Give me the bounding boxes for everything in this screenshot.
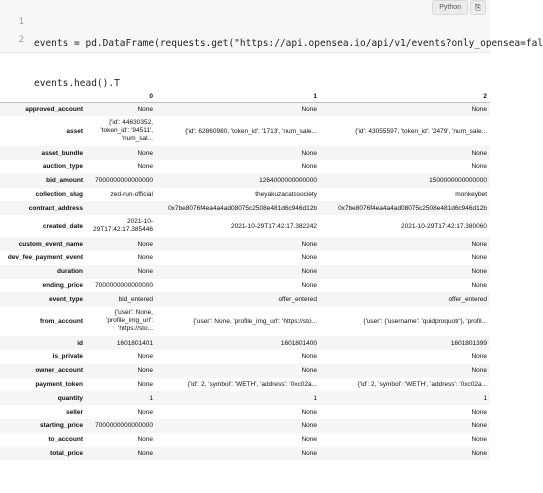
table-cell: None	[301, 268, 317, 276]
dataframe-table	[0, 90, 490, 460]
code-line[interactable]: events.head().T	[34, 78, 120, 89]
row-label: id	[77, 339, 83, 347]
table-cell: {'id': 2, 'symbol': 'WETH', 'address': '0xc02a...	[357, 381, 487, 389]
table-row	[0, 306, 490, 336]
table-row	[0, 188, 490, 202]
table-cell: None	[301, 450, 317, 458]
table-row	[0, 160, 490, 174]
row-label: owner_account	[35, 367, 83, 375]
table-cell: {'id': 2, 'symbol': 'WETH', 'address': '0xc02a...	[187, 381, 317, 389]
table-cell: None	[471, 408, 487, 416]
table-row	[0, 433, 490, 447]
table-row	[0, 174, 490, 188]
row-label: collection_slug	[35, 191, 83, 199]
table-cell: {'id': 43055597, 'token_id': '2479', 'num_sale...	[355, 127, 487, 135]
table-cell: {'id': 62860980, 'token_id': '1713', 'num_sale...	[185, 127, 317, 135]
table-cell: None	[471, 353, 487, 361]
table-cell: None	[301, 353, 317, 361]
table-cell: None	[471, 254, 487, 262]
row-label: quantity	[57, 394, 83, 402]
row-label: seller	[66, 408, 83, 416]
table-row	[0, 336, 490, 350]
table-row	[0, 103, 490, 117]
output-area	[0, 90, 490, 460]
table-cell: None	[137, 450, 153, 458]
table-row	[0, 146, 490, 160]
row-label: approved_account	[25, 106, 83, 114]
table-cell: 7000000000000000	[95, 422, 153, 430]
row-label: dev_fee_payment_event	[7, 254, 83, 262]
table-cell: None	[471, 450, 487, 458]
table-cell: None	[301, 254, 317, 262]
table-cell: None	[301, 240, 317, 248]
table-cell: None	[301, 367, 317, 375]
table-cell: None	[301, 408, 317, 416]
table-row	[0, 215, 490, 237]
table-cell: None	[301, 106, 317, 114]
table-cell: None	[471, 163, 487, 171]
line-number-gutter	[0, 13, 24, 49]
table-cell: 2021-10-29T17:42:17.380060	[400, 222, 487, 230]
row-label: bid_amount	[46, 177, 83, 185]
row-label: contract_address	[28, 204, 83, 212]
table-cell: None	[301, 422, 317, 430]
table-row	[0, 419, 490, 433]
copy-icon[interactable]: ⎘	[470, 0, 486, 15]
table-cell: monkeybet	[455, 191, 487, 199]
row-label: asset	[66, 127, 83, 135]
table-row	[0, 405, 490, 419]
language-badge: Python	[432, 0, 468, 15]
table-row	[0, 350, 490, 364]
table-row	[0, 251, 490, 265]
table-cell: 2021-10-29T17:42:17.382242	[230, 222, 317, 230]
table-cell: 1601801401	[116, 339, 153, 347]
table-cell: None	[137, 381, 153, 389]
row-label: duration	[57, 268, 83, 276]
table-cell: 1601801400	[280, 339, 317, 347]
table-cell: None	[137, 149, 153, 157]
table-cell: {'user': {'username': 'quidproquotr'}, 'profil...	[363, 317, 487, 325]
table-cell: 1264000000000000	[259, 177, 317, 185]
line-number: 2	[18, 35, 24, 45]
table-cell: None	[471, 268, 487, 276]
table-row	[0, 116, 490, 146]
table-cell: None	[471, 367, 487, 375]
table-row	[0, 292, 490, 306]
header-row	[0, 90, 490, 103]
table-cell: 7000000000000000	[95, 177, 153, 185]
table-cell: {'user': None, 'profile_img_url': 'https://sto...	[106, 309, 153, 333]
column-header: 2	[320, 90, 490, 103]
table-cell: None	[137, 353, 153, 361]
table-cell: None	[137, 408, 153, 416]
table-cell: None	[137, 106, 153, 114]
row-label: custom_event_name	[18, 240, 83, 248]
table-cell: 0x7be8076f4ea4a4ad08075c2508e481d6c946d12b	[338, 204, 487, 212]
table-row	[0, 201, 490, 215]
table-cell: {'id': 44630352, 'token_id': '94511', 'num_sal...	[100, 119, 153, 143]
table-cell: offer_entered	[278, 295, 317, 303]
table-cell: None	[301, 282, 317, 290]
table-cell: 1	[149, 394, 153, 402]
table-row	[0, 279, 490, 293]
code-cell[interactable]	[0, 0, 543, 89]
row-label: created_date	[42, 222, 83, 230]
line-number: 1	[18, 17, 24, 27]
table-cell: zed-run-official	[110, 191, 153, 199]
table-cell: None	[301, 163, 317, 171]
table-cell: None	[137, 367, 153, 375]
table-cell: 1601801399	[450, 339, 487, 347]
table-cell: None	[471, 149, 487, 157]
column-header: 0	[86, 90, 156, 103]
table-row	[0, 237, 490, 251]
table-cell: offer_entered	[448, 295, 487, 303]
table-cell: 1	[483, 394, 487, 402]
table-cell: 2021-10-29T17:42:17.385446	[93, 218, 153, 234]
table-cell: theyakuzacatssociety	[255, 191, 317, 199]
row-label: starting_price	[40, 422, 83, 430]
table-cell: None	[471, 422, 487, 430]
row-label: is_private	[52, 353, 83, 361]
table-cell: None	[471, 240, 487, 248]
table-cell: None	[471, 106, 487, 114]
table-row	[0, 378, 490, 392]
table-row	[0, 391, 490, 405]
table-cell: None	[137, 254, 153, 262]
table-cell: 7000000000000000	[95, 282, 153, 290]
table-cell: None	[137, 268, 153, 276]
index-header	[0, 90, 86, 103]
table-row	[0, 364, 490, 378]
table-row	[0, 447, 490, 461]
row-label: from_account	[40, 317, 83, 325]
table-cell: None	[137, 240, 153, 248]
code-line[interactable]: events = pd.DataFrame(requests.get("https://api.opensea.io/api/v1/events?only_opensea=fal	[34, 38, 543, 49]
row-label: event_type	[49, 295, 83, 303]
table-cell: None	[137, 163, 153, 171]
table-cell	[86, 201, 156, 215]
table-cell: None	[137, 436, 153, 444]
row-label: ending_price	[42, 282, 83, 290]
table-cell: bid_entered	[118, 295, 153, 303]
table-cell: None	[471, 282, 487, 290]
table-row	[0, 265, 490, 279]
table-cell: 0x7be8076f4ea4a4ad08075c2508e481d6c946d12b	[168, 204, 317, 212]
table-cell: 1500000000000000	[429, 177, 487, 185]
table-cell: None	[301, 149, 317, 157]
row-label: total_price	[50, 450, 83, 458]
row-label: asset_bundle	[41, 149, 83, 157]
row-label: payment_token	[35, 381, 83, 389]
table-cell: 1	[313, 394, 317, 402]
row-label: auction_type	[42, 163, 83, 171]
table-cell: None	[301, 436, 317, 444]
table-cell: None	[471, 436, 487, 444]
table-cell: {'user': None, 'profile_img_url': 'https://sto...	[193, 317, 317, 325]
row-label: to_account	[48, 436, 83, 444]
column-header: 1	[156, 90, 320, 103]
